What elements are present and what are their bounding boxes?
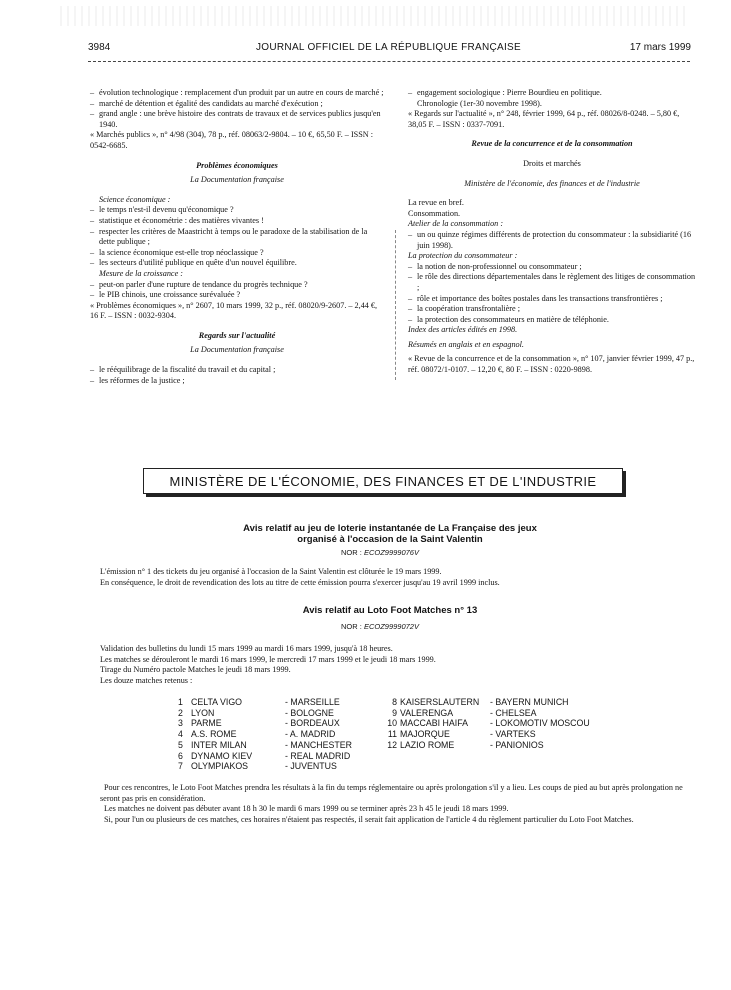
scan-noise (60, 6, 690, 26)
column-separator (395, 230, 396, 380)
subheading: La protection du consommateur : (408, 251, 518, 261)
avis-title: Avis relatif au Loto Foot Matches n° 13 (302, 605, 478, 616)
home-team: MAJORQUE (400, 729, 450, 740)
match-number: 6 (178, 750, 183, 761)
nor-code: ECOZ9999076V (363, 548, 419, 557)
away-team: - LOKOMOTIV MOSCOU (490, 718, 590, 729)
subheading: Mesure de la croissance : (99, 268, 183, 278)
page-number: 3984 (88, 42, 111, 53)
list-item: – le temps n'est-il devenu qu'économique ? (90, 205, 384, 216)
paragraph: Les douze matches retenus : (100, 675, 193, 685)
home-team: KAISERSLAUTERN (400, 697, 480, 707)
list-item: – la protection des consommateurs en matière de téléphonie. (408, 315, 696, 326)
journal-title: JOURNAL OFFICIEL DE LA RÉPUBLIQUE FRANÇAISE (256, 42, 521, 53)
top-list (90, 88, 384, 130)
match-numbers-right (385, 697, 397, 751)
match-number: 3 (178, 718, 183, 729)
reference: « Marchés publics », n° 4/98 (304), 78 p., réf. 08063/2-9804. – 10 €, 65,50 F. – ISSN : 0542-6685. (90, 130, 374, 150)
home-team: CELTA VIGO (191, 697, 243, 707)
away-team: - REAL MADRID (285, 750, 351, 761)
items-list (90, 365, 384, 386)
nor-code: ECOZ9999072V (363, 622, 419, 631)
avis-body (100, 567, 690, 588)
resumes-line: Résumés en anglais et en espagnol. (408, 339, 524, 349)
subheading: Science économique : (99, 194, 171, 204)
revue-line: La revue en bref. (408, 198, 464, 208)
home-team: PARME (191, 718, 222, 729)
match-home-left (191, 697, 252, 772)
list-item: – évolution technologique : remplacement d'un produit par un autre en cours de marché ; (90, 88, 384, 99)
match-number: 1 (178, 697, 183, 707)
match-number: 9 (392, 707, 397, 718)
paragraph: Les matches se dérouleront le mardi 16 mars 1999, le mercredi 17 mars 1999 et le jeudi 18 mars 1999. (100, 654, 436, 664)
match-number: 4 (178, 729, 183, 740)
section-subtitle: Droits et marchés (523, 158, 581, 168)
away-team: - BOLOGNE (285, 707, 334, 718)
home-team: INTER MILAN (191, 739, 247, 750)
items-list (90, 280, 384, 301)
away-team: - PANIONIOS (490, 739, 544, 750)
match-number: 11 (387, 729, 397, 740)
match-number: 8 (392, 697, 397, 707)
match-number: 10 (387, 718, 397, 729)
paragraph: En conséquence, le droit de revendication des lots au titre de cette émission pourra s'exercer jusqu'au 19 avril 1999 inclus. (100, 577, 500, 587)
ministry-banner: MINISTÈRE DE L'ÉCONOMIE, DES FINANCES ET DE L'INDUSTRIE (143, 468, 623, 494)
match-number: 5 (178, 739, 183, 750)
list-item: – marché de détention et égalité des candidats au marché d'exécution ; (90, 99, 384, 110)
header-date: 17 mars 1999 (629, 42, 691, 53)
items-list (408, 262, 696, 326)
section-title: Revue de la concurrence et de la consommation (471, 139, 633, 149)
nor-reference (341, 548, 419, 557)
match-number: 2 (178, 707, 183, 718)
home-team: OLYMPIAKOS (191, 761, 249, 772)
list-item: – la notion de non-professionnel ou consommateur ; (408, 262, 696, 273)
list-item: – les réformes de la justice ; (90, 376, 384, 387)
left-column (90, 88, 384, 386)
match-away-left (285, 697, 352, 772)
away-team: - BORDEAUX (285, 718, 340, 729)
away-team: - BAYERN MUNICH (490, 697, 569, 707)
list-item: – le rôle des directions départementales dans le règlement des litiges de consommation ; (408, 272, 696, 293)
page-header (88, 42, 691, 56)
list-item: – les secteurs d'utilité publique en quête d'un nouvel équilibre. (90, 258, 384, 269)
match-number: 12 (387, 739, 397, 750)
list-item: – grand angle : une brève histoire des contrats de travaux et de services publics jusqu'en 1940. (90, 109, 384, 130)
match-numbers-left (178, 697, 183, 772)
match-away-right (490, 697, 590, 751)
away-team: - CHELSEA (490, 707, 537, 718)
away-team: - VARTEKS (490, 729, 536, 740)
index-line: Index des articles édités en 1998. (408, 325, 518, 335)
list-item: – la coopération transfrontalière ; (408, 304, 696, 315)
nor-label: NOR : (341, 548, 362, 557)
avis-body (100, 644, 690, 686)
list-item: – engagement sociologique : Pierre Bourdieu en politique. (408, 88, 696, 99)
items-list (408, 88, 696, 99)
paragraph: Tirage du Numéro pactole Matches le jeudi 18 mars 1999. (100, 665, 291, 675)
list-item: – statistique et économétrie : des matières vivantes ! (90, 216, 384, 227)
home-team: DYNAMO KIEV (191, 750, 253, 761)
section-publisher: La Documentation française (190, 175, 284, 185)
subheading: Atelier de la consommation : (408, 219, 504, 229)
avis-title (150, 523, 630, 545)
consommation-line: Consommation. (408, 208, 461, 218)
away-team: - A. MADRID (285, 729, 336, 740)
nor-label: NOR : (341, 622, 362, 631)
avis-title-line: organisé à l'occasion de la Saint Valentin (297, 534, 483, 545)
list-item: – le rééquilibrage de la fiscalité du travail et du capital ; (90, 365, 384, 376)
paragraph: Pour ces rencontres, le Loto Foot Matches prendra les résultats à la fin du temps réglementaire ou après prolongation s'il y a lieu. Les coups de pied au but après prolongation ne seront pas pris en considération. (100, 783, 683, 803)
list-item: – la science économique est-elle trop néoclassique ? (90, 248, 384, 259)
match-number: 7 (178, 761, 183, 772)
list-item: – peut-on parler d'une rupture de tendance du progrès technique ? (90, 280, 384, 291)
reference: « Regards sur l'actualité », n° 248, février 1999, 64 p., réf. 08026/8-0248. – 5,80 €, 38,05 F. – ISSN : 0337-7091. (408, 109, 680, 129)
list-item: – respecter les critères de Maastricht à temps ou le paradoxe de la stabilisation de la dette publique ; (90, 227, 384, 248)
reference: « Problèmes économiques », n° 2607, 10 mars 1999, 32 p., réf. 08020/9-2607. – 2,44 €, 16 F. – ISSN : 0032-9304. (90, 300, 378, 321)
match-home-right (400, 697, 479, 751)
away-team: - MANCHESTER (285, 739, 352, 750)
list-item: – un ou quinze régimes différents de protection du consommateur : la subsidiarité (16 juin 1998). (408, 230, 696, 251)
section-publisher: Ministère de l'économie, des finances et de l'industrie (464, 178, 640, 188)
header-divider (88, 61, 690, 62)
section-title: Regards sur l'actualité (198, 330, 276, 340)
away-team: - JUVENTUS (285, 761, 337, 772)
items-list (408, 230, 696, 251)
paragraph: Si, pour l'un ou plusieurs de ces matches, ces horaires n'étaient pas respectés, il serait fait application de l'article 4 du règlement particulier du Loto Foot Matches. (104, 814, 634, 824)
chronology: Chronologie (1er-30 novembre 1998). (417, 98, 542, 108)
home-team: VALERENGA (400, 707, 454, 718)
reference: « Revue de la concurrence et de la consommation », n° 107, janvier février 1999, 47 p., réf. 08072/1-0107. – 12,20 €, 80 F. – ISSN : 0220-9898. (408, 354, 695, 375)
paragraph: L'émission n° 1 des tickets du jeu organisé à l'occasion de la Saint Valentin est clôturée le 19 mars 1999. (100, 567, 442, 576)
away-team: - MARSEILLE (285, 697, 340, 707)
avis-title-line: Avis relatif au jeu de loterie instantanée de La Française des jeux (243, 523, 537, 534)
nor-reference (341, 622, 419, 631)
paragraph: Validation des bulletins du lundi 15 mars 1999 au mardi 16 mars 1999, jusqu'à 18 heures. (100, 644, 393, 653)
section-title: Problèmes économiques (196, 160, 278, 170)
home-team: LYON (191, 707, 215, 718)
right-column (408, 88, 696, 376)
avis-footer (100, 783, 690, 825)
home-team: MACCABI HAIFA (400, 718, 468, 729)
list-item: – rôle et importance des boîtes postales dans les transactions transfrontières ; (408, 294, 696, 305)
items-list (90, 205, 384, 269)
section-publisher: La Documentation française (190, 345, 284, 355)
paragraph: Les matches ne doivent pas débuter avant 18 h 30 le mardi 6 mars 1999 ou se terminer après 23 h 45 le jeudi 18 mars 1999. (104, 804, 509, 814)
home-team: LAZIO ROME (400, 739, 455, 750)
home-team: A.S. ROME (191, 729, 237, 740)
list-item: – le PIB chinois, une croissance surévaluée ? (90, 290, 384, 301)
